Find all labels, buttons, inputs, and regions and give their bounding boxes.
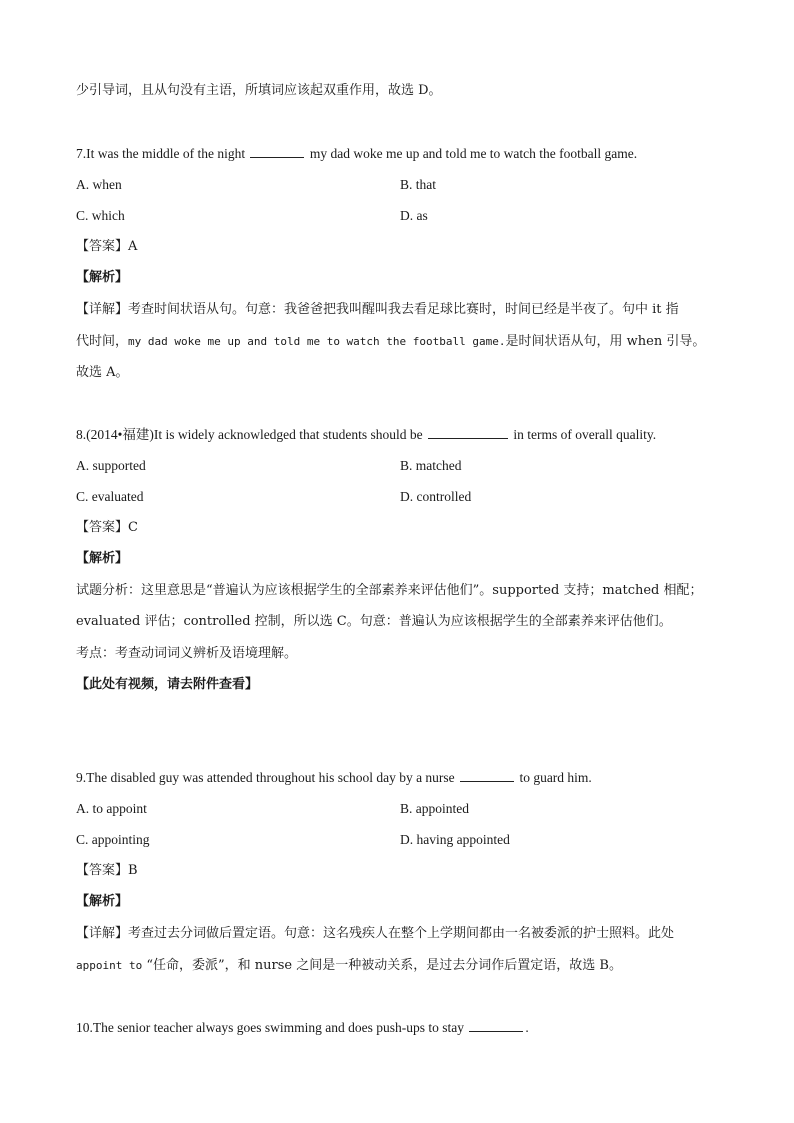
q10-stem-period: . bbox=[525, 1020, 529, 1035]
q8-option-a: A. supported bbox=[76, 458, 146, 473]
q8-stem-part2: in terms of overall quality. bbox=[513, 427, 657, 442]
q8-detail-line2: evaluated 评估；controlled 控制，所以选 C。句意：普遍认为应该根据学生的全部素养来评估他们。 bbox=[76, 614, 672, 629]
q7-detail-line2-suffix: 是时间状语从句，用 when 引导。 bbox=[505, 334, 706, 349]
q7-stem-part1: 7.It was the middle of the night bbox=[76, 146, 246, 161]
q7-detail-line2 bbox=[76, 333, 705, 351]
q8-answer-blank bbox=[428, 426, 508, 439]
q8-option-b: B. matched bbox=[400, 458, 462, 473]
q8-option-c: C. evaluated bbox=[76, 489, 144, 504]
q8-stem-part1: 8.(2014•福建)It is widely acknowledged that students should be bbox=[76, 427, 423, 442]
q8-answer: 【答案】C bbox=[76, 520, 138, 535]
q7-detail-quoted-clause: my dad woke me up and told me to watch the football game. bbox=[128, 335, 506, 348]
q7-answer-blank bbox=[250, 145, 304, 158]
q9-analysis-heading: 【解析】 bbox=[76, 894, 129, 909]
q8-video-note: 【此处有视频，请去附件查看】 bbox=[76, 677, 259, 692]
q7-detail-line3: 故选 A。 bbox=[76, 365, 129, 380]
q9-answer-blank bbox=[460, 769, 514, 782]
q7-option-d: D. as bbox=[400, 208, 428, 223]
q9-stem bbox=[76, 769, 592, 787]
q9-option-a: A. to appoint bbox=[76, 801, 147, 816]
q7-detail-line1: 【详解】考查时间状语从句。句意：我爸爸把我叫醒叫我去看足球比赛时，时间已经是半夜了。句中 it 指 bbox=[76, 302, 679, 317]
q9-stem-part1: 9.The disabled guy was attended throughout his school day by a nurse bbox=[76, 770, 455, 785]
q7-option-b: B. that bbox=[400, 177, 436, 192]
q7-analysis-heading: 【解析】 bbox=[76, 270, 129, 285]
q9-detail-line1: 【详解】考查过去分词做后置定语。句意：这名残疾人在整个上学期间都由一名被委派的护士照料。此处 bbox=[76, 926, 675, 941]
q9-detail-quoted-phrase: appoint to bbox=[76, 959, 143, 972]
q8-detail-line1: 试题分析：这里意思是“普遍认为应该根据学生的全部素养来评估他们”。supported 支持；matched 相配； bbox=[76, 583, 703, 598]
q6-explanation-tail: 少引导词，且从句没有主语，所填词应该起双重作用，故选 D。 bbox=[76, 83, 442, 98]
q7-detail-line2-prefix: 代时间， bbox=[76, 334, 129, 349]
q7-option-a: A. when bbox=[76, 177, 122, 192]
q10-stem-part1: 10.The senior teacher always goes swimming and does push-ups to stay bbox=[76, 1020, 465, 1035]
q9-stem-part2: to guard him. bbox=[519, 770, 592, 785]
q10-answer-blank bbox=[469, 1019, 523, 1032]
q7-answer: 【答案】A bbox=[76, 239, 138, 254]
q9-option-c: C. appointing bbox=[76, 832, 150, 847]
q9-detail-line2-text: “任命，委派”，和 nurse 之间是一种被动关系，是过去分词作后置定语，故选 B。 bbox=[146, 958, 622, 973]
q7-stem-part2: my dad woke me up and told me to watch the football game. bbox=[309, 146, 638, 161]
q8-topic-note: 考点：考查动词词义辨析及语境理解。 bbox=[76, 646, 298, 661]
q10-stem bbox=[76, 1019, 529, 1037]
q9-option-b: B. appointed bbox=[400, 801, 469, 816]
q9-answer: 【答案】B bbox=[76, 863, 138, 878]
q7-stem bbox=[76, 145, 637, 163]
q9-detail-line2 bbox=[76, 957, 622, 975]
q9-option-d: D. having appointed bbox=[400, 832, 510, 847]
q7-option-c: C. which bbox=[76, 208, 125, 223]
q8-stem bbox=[76, 426, 656, 444]
q8-analysis-heading: 【解析】 bbox=[76, 551, 129, 566]
q8-option-d: D. controlled bbox=[400, 489, 472, 504]
